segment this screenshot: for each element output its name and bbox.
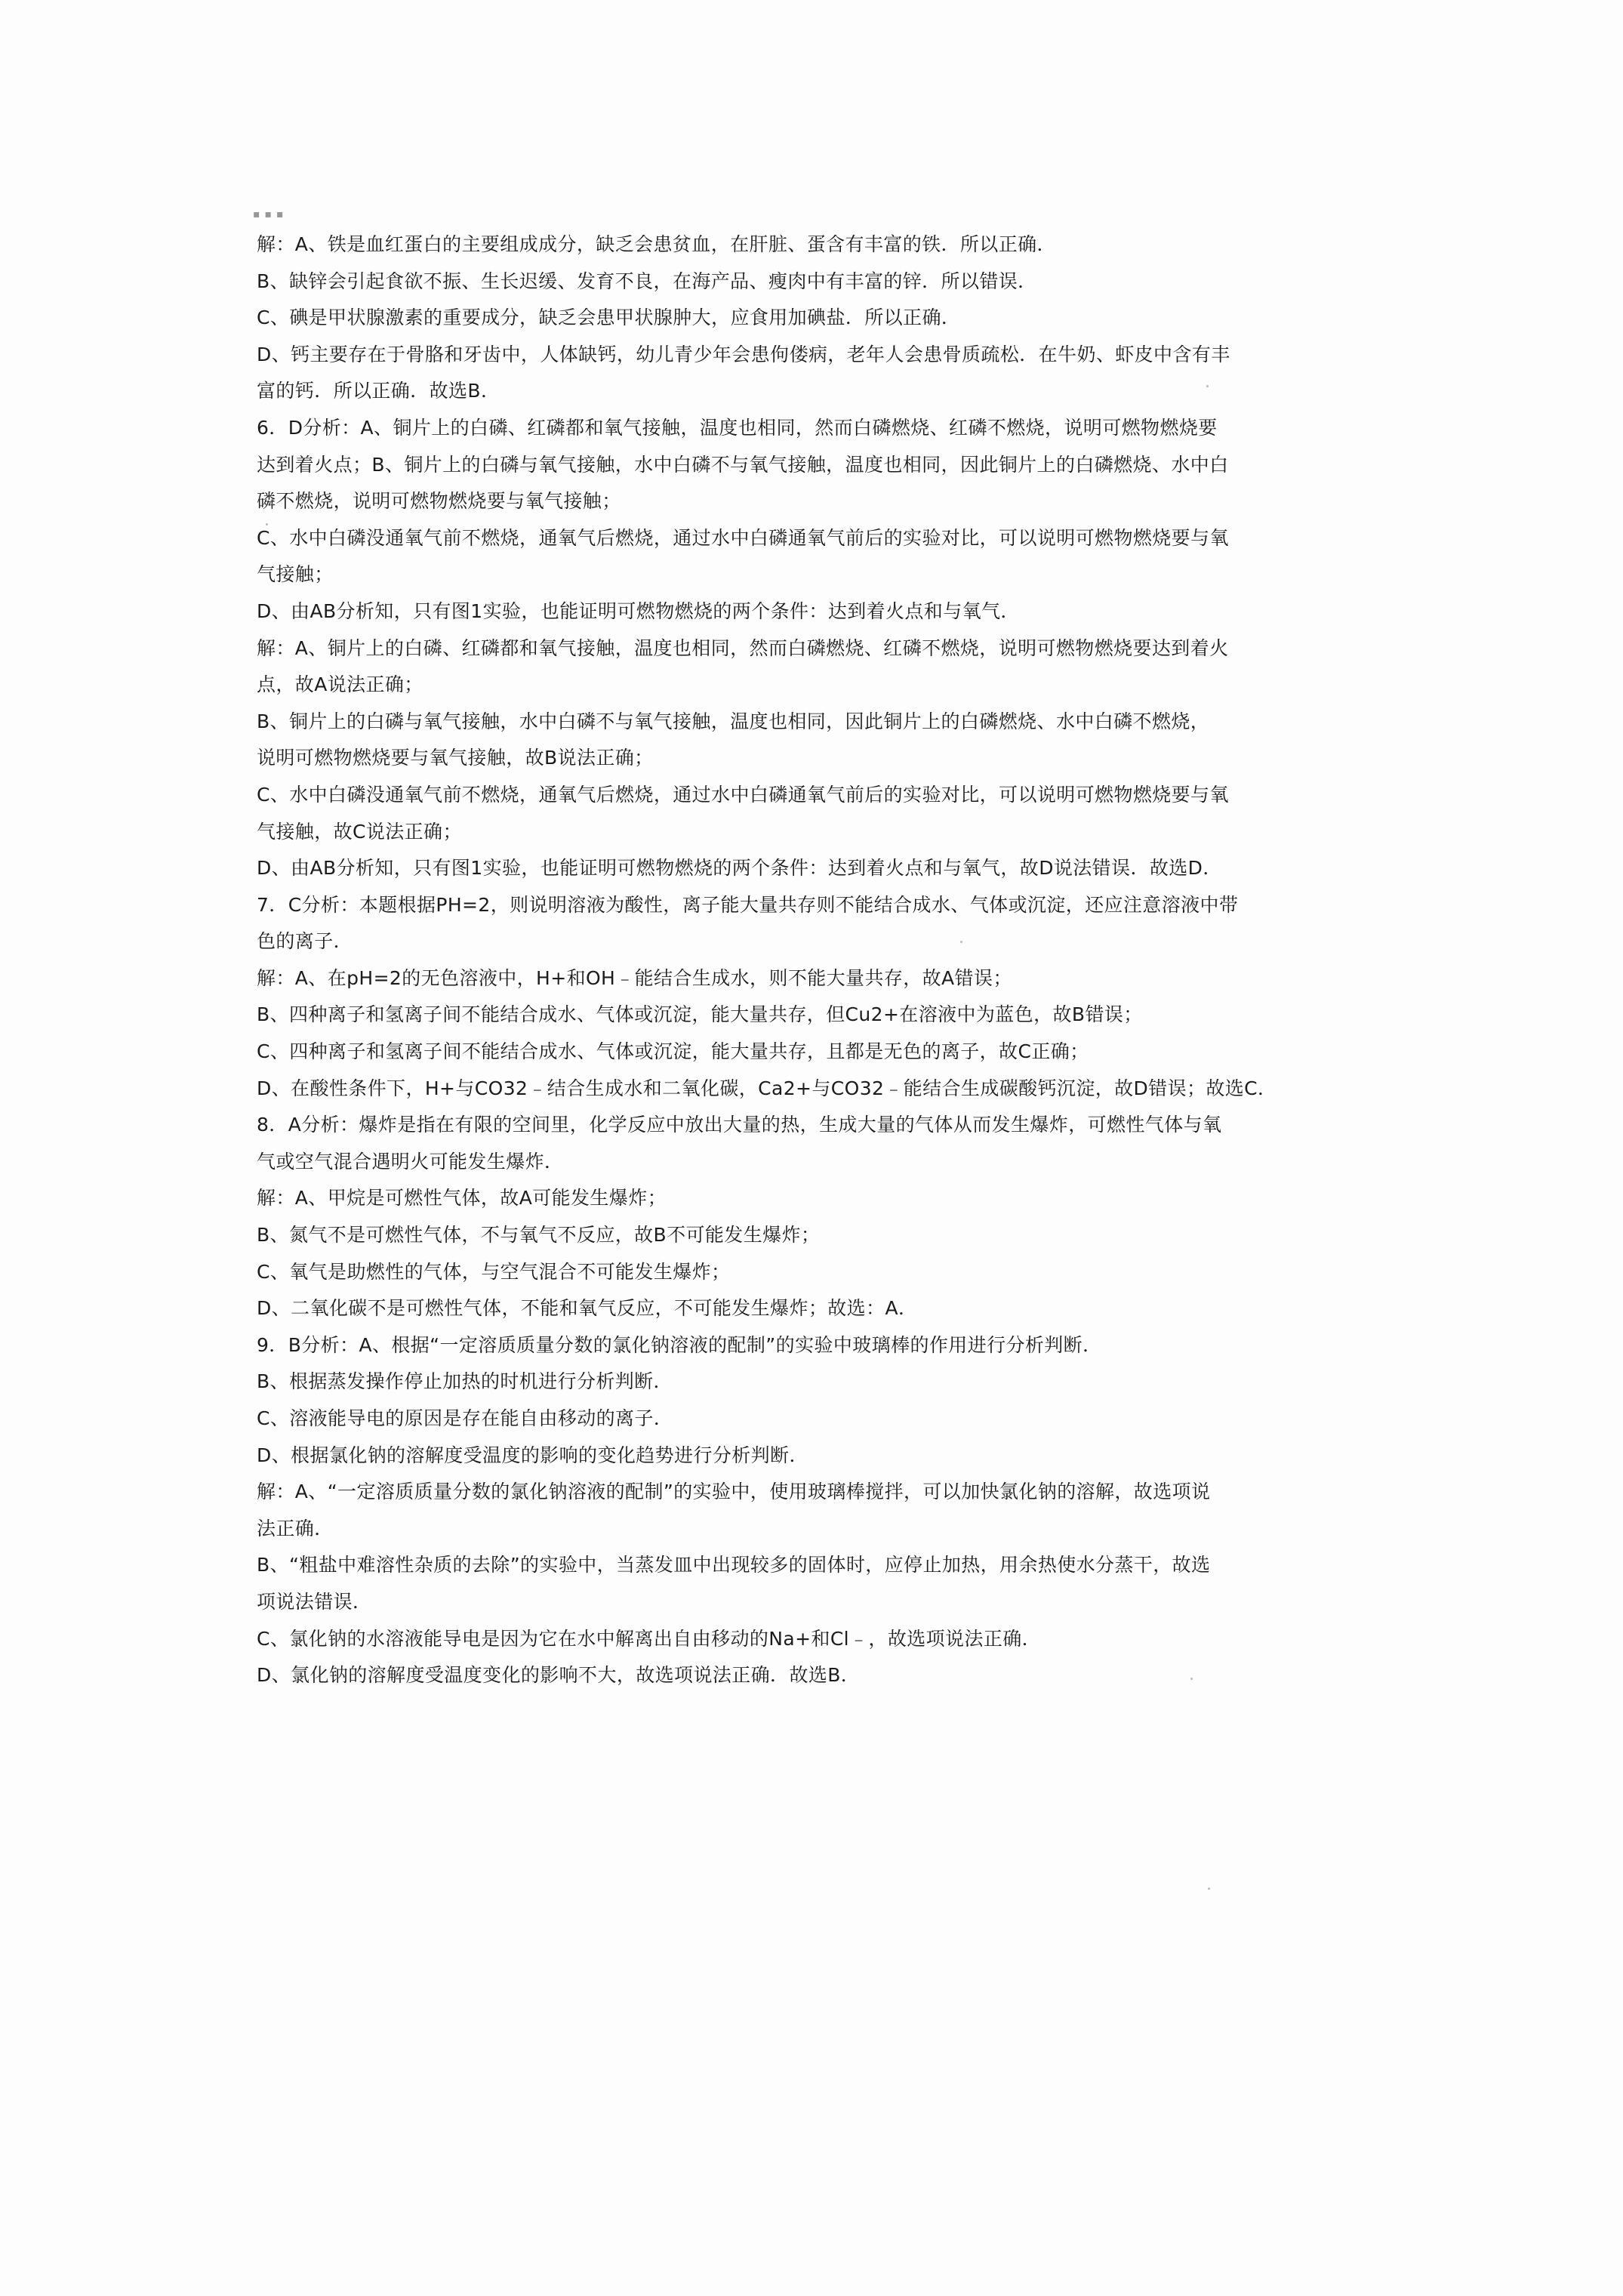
text-line: 点，故A说法正确； xyxy=(257,673,423,696)
answer-text-block xyxy=(257,227,1351,1694)
text-line: 色的离子． xyxy=(257,930,353,953)
text-line: B、“粗盐中难溶性杂质的去除”的实验中，当蒸发皿中出现较多的固体时，应停止加热，用余热使水分蒸干，故选 xyxy=(257,1554,1211,1576)
text-line: C、水中白磷没通氧气前不燃烧，通氧气后燃烧，通过水中白磷通氧气前后的实验对比，可以说明可燃物燃烧要与氧 xyxy=(257,526,1229,549)
text-line: 项说法错误． xyxy=(257,1590,372,1613)
text-line: 说明可燃物燃烧要与氧气接触，故B说法正确； xyxy=(257,747,654,769)
text-line: 7．C分析：本题根据PH=2，则说明溶液为酸性，离子能大量共存则不能结合成水、气体或沉淀，还应注意溶液中带 xyxy=(257,893,1239,916)
text-line: C、氯化钠的水溶液能导电是因为它在水中解离出自由移动的Na+和Cl﹣，故选项说法正确． xyxy=(257,1627,1042,1650)
text-line: B、缺锌会引起食欲不振、生长迟缓、发育不良，在海产品、瘦肉中有丰富的锌．所以错误． xyxy=(257,270,1037,292)
text-line: 6．D分析：A、铜片上的白磷、红磷都和氧气接触，温度也相同，然而白磷燃烧、红磷不燃烧，说明可燃物燃烧要 xyxy=(257,416,1218,439)
text-line: 解：A、甲烷是可燃性气体，故A可能发生爆炸； xyxy=(257,1187,667,1210)
text-line: 磷不燃烧，说明可燃物燃烧要与氧气接触； xyxy=(257,490,621,513)
text-line: C、氧气是助燃性的气体，与空气混合不可能发生爆炸； xyxy=(257,1260,731,1283)
scan-speck xyxy=(960,941,962,943)
text-line: 9．B分析：A、根据“一定溶质质量分数的氯化钠溶液的配制”的实验中玻璃棒的作用进行分析判断． xyxy=(257,1333,1102,1356)
text-line: 达到着火点；B、铜片上的白磷与氧气接触，水中白磷不与氧气接触，温度也相同，因此铜片上的白磷燃烧、水中白 xyxy=(257,453,1229,476)
scan-speck xyxy=(1206,385,1209,387)
text-line: 8．A分析：爆炸是指在有限的空间里，化学反应中放出大量的热，生成大量的气体从而发生爆炸，可燃性气体与氧 xyxy=(257,1114,1222,1136)
text-line: 气或空气混合遇明火可能发生爆炸． xyxy=(257,1150,564,1173)
text-line: 解：A、“一定溶质质量分数的氯化钠溶液的配制”的实验中，使用玻璃棒搅拌，可以加快氯化钠的溶解，故选项说 xyxy=(257,1481,1211,1503)
scan-speck xyxy=(266,523,268,525)
scan-artifact: ▪▪▪ xyxy=(253,208,288,220)
text-line: B、铜片上的白磷与氧气接触，水中白磷不与氧气接触，温度也相同，因此铜片上的白磷燃烧、水中白磷不燃烧， xyxy=(257,710,1210,732)
text-line: D、由AB分析知，只有图1实验，也能证明可燃物燃烧的两个条件：达到着火点和与氧气． xyxy=(257,599,1020,622)
text-line: 解：A、铜片上的白磷、红磷都和氧气接触，温度也相同，然而白磷燃烧、红磷不燃烧，说明可燃物燃烧要达到着火 xyxy=(257,636,1229,659)
text-line: 气接触，故C说法正确； xyxy=(257,820,462,843)
scan-speck xyxy=(1208,1888,1210,1890)
text-line: C、四种离子和氢离子间不能结合成水、气体或沉淀，能大量共存，且都是无色的离子，故C正确； xyxy=(257,1040,1089,1063)
text-line: 法正确． xyxy=(257,1517,334,1539)
text-line: C、溶液能导电的原因是存在能自由移动的离子． xyxy=(257,1407,673,1429)
text-line: B、氮气不是可燃性气体，不与氧气不反应，故B不可能发生爆炸； xyxy=(257,1224,821,1247)
text-line: 气接触； xyxy=(257,563,334,586)
text-line: D、由AB分析知，只有图1实验，也能证明可燃物燃烧的两个条件：达到着火点和与氧气，故D说法错误．故选D． xyxy=(257,857,1222,880)
text-line: 解：A、在pH=2的无色溶液中，H+和OH﹣能结合生成水，则不能大量共存，故A错误； xyxy=(257,966,1012,989)
text-line: D、二氧化碳不是可燃性气体，不能和氧气反应，不可能发生爆炸；故选：A． xyxy=(257,1297,918,1320)
text-line: 富的钙．所以正确．故选B． xyxy=(257,380,500,402)
scan-speck xyxy=(1190,1678,1193,1680)
text-line: C、碘是甲状腺激素的重要成分，缺乏会患甲状腺肿大，应食用加碘盐．所以正确． xyxy=(257,307,961,329)
text-line: D、在酸性条件下，H+与CO32﹣结合生成水和二氧化碳，Ca2+与CO32﹣能结合生成碳酸钙沉淀，故D错误；故选C． xyxy=(257,1077,1277,1099)
text-line: D、氯化钠的溶解度受温度变化的影响不大，故选项说法正确．故选B． xyxy=(257,1664,861,1687)
text-line: C、水中白磷没通氧气前不燃烧，通氧气后燃烧，通过水中白磷通氧气前后的实验对比，可以说明可燃物燃烧要与氧 xyxy=(257,783,1229,806)
text-line: B、根据蒸发操作停止加热的时机进行分析判断． xyxy=(257,1370,673,1393)
text-line: 解：A、铁是血红蛋白的主要组成成分，缺乏会患贫血，在肝脏、蛋含有丰富的铁．所以正确． xyxy=(257,233,1056,255)
text-line: B、四种离子和氢离子间不能结合成水、气体或沉淀，能大量共存，但Cu2+在溶液中为蓝色，故B错误； xyxy=(257,1003,1143,1026)
text-line: D、根据氯化钠的溶解度受温度的影响的变化趋势进行分析判断． xyxy=(257,1444,808,1466)
text-line: D、钙主要存在于骨胳和牙齿中，人体缺钙，幼儿青少年会患佝偻病，老年人会患骨质疏松．在牛奶、虾皮中含有丰 xyxy=(257,343,1230,365)
